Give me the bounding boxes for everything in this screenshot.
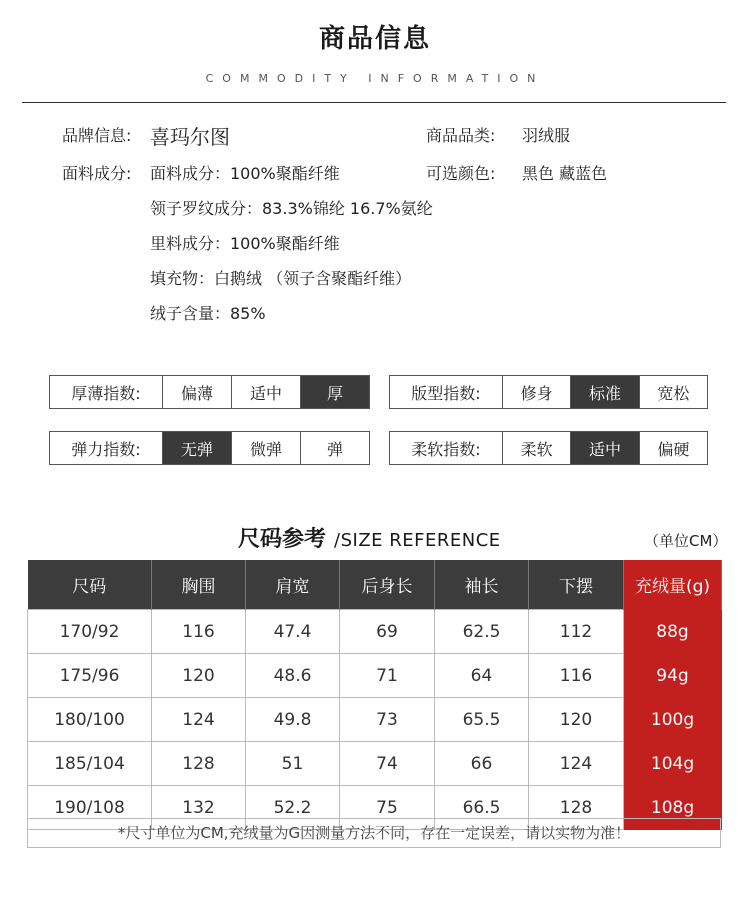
category-value: 羽绒服: [522, 126, 571, 145]
spec-thickness: [49, 375, 370, 409]
size-table: [27, 560, 722, 830]
table-cell: 120: [529, 698, 624, 742]
fabric-line: 领子罗纹成分：83.3%锦纶 16.7%氨纶: [150, 199, 433, 218]
table-cell: 47.4: [246, 610, 340, 654]
spec-label: 厚薄指数:: [50, 376, 163, 408]
table-cell: 128: [529, 786, 624, 830]
table-cell: 116: [529, 654, 624, 698]
size-title-en: /SIZE REFERENCE: [334, 530, 501, 551]
table-cell: 124: [529, 742, 624, 786]
spec-option: 弹: [326, 439, 343, 459]
table-cell: 128: [152, 742, 246, 786]
spec-label: 柔软指数:: [390, 432, 503, 464]
page-subtitle: COMMODITY INFORMATION: [205, 72, 545, 85]
color-value: 黑色 藏蓝色: [522, 164, 608, 183]
table-cell: 65.5: [435, 698, 529, 742]
table-cell: 104g: [624, 742, 722, 786]
column-header: 下摆: [529, 560, 624, 610]
table-cell: 108g: [624, 786, 722, 830]
spec-option: 宽松: [657, 383, 690, 403]
column-header: 尺码: [28, 560, 152, 610]
size-reference-title: [238, 522, 501, 553]
brand-value: 喜玛尔图: [150, 125, 230, 149]
spec-option-selected: 厚: [301, 376, 369, 408]
table-row: [28, 742, 722, 786]
table-cell: 116: [152, 610, 246, 654]
table-cell: 74: [340, 742, 435, 786]
spec-option: 柔软: [503, 432, 571, 464]
table-cell: 69: [340, 610, 435, 654]
table-cell: 66: [435, 742, 529, 786]
spec-option: 偏薄: [163, 376, 232, 408]
table-cell: 66.5: [435, 786, 529, 830]
table-cell: 100g: [624, 698, 722, 742]
column-header: 肩宽: [246, 560, 340, 610]
table-cell: 124: [152, 698, 246, 742]
spec-option: 修身: [503, 376, 571, 408]
table-cell: 185/104: [28, 742, 152, 786]
category-label: 商品品类:: [426, 126, 496, 145]
table-cell: 175/96: [28, 654, 152, 698]
spec-option: 适中: [232, 376, 301, 408]
color-label: 可选颜色:: [426, 164, 496, 183]
fabric-line: 面料成分：100%聚酯纤维: [150, 164, 340, 183]
measurement-note: *尺寸单位为CM,充绒量为G因测量方法不同，存在一定误差，请以实物为准！: [27, 818, 721, 848]
spec-option: 微弹: [232, 432, 301, 464]
spec-label: 弹力指数:: [50, 432, 163, 464]
column-header: 袖长: [435, 560, 529, 610]
table-row: [28, 698, 722, 742]
table-cell: 52.2: [246, 786, 340, 830]
spec-option-selected: 标准: [571, 376, 639, 408]
table-cell: 48.6: [246, 654, 340, 698]
table-cell: 62.5: [435, 610, 529, 654]
column-header: 充绒量(g): [624, 560, 722, 610]
table-cell: 73: [340, 698, 435, 742]
spec-fit: [389, 375, 708, 409]
size-title-cn: 尺码参考: [238, 527, 327, 552]
divider: [22, 102, 726, 103]
table-cell: 120: [152, 654, 246, 698]
column-header: 后身长: [340, 560, 435, 610]
fabric-line: 填充物：白鹅绒 （领子含聚酯纤维）: [150, 269, 412, 288]
table-row: [28, 610, 722, 654]
spec-option: 偏硬: [657, 439, 690, 459]
brand-label: 品牌信息:: [62, 126, 132, 145]
spec-elasticity: [49, 431, 370, 465]
table-cell: 170/92: [28, 610, 152, 654]
fabric-line: 里料成分：100%聚酯纤维: [150, 234, 340, 253]
spec-option-selected: 适中: [571, 432, 639, 464]
table-cell: 180/100: [28, 698, 152, 742]
spec-label: 版型指数:: [390, 376, 503, 408]
table-cell: 112: [529, 610, 624, 654]
table-cell: 88g: [624, 610, 722, 654]
unit-note: （单位CM）: [644, 532, 728, 550]
column-header: 胸围: [152, 560, 246, 610]
table-cell: 64: [435, 654, 529, 698]
table-cell: 132: [152, 786, 246, 830]
table-header-row: [28, 560, 722, 610]
spec-softness: [389, 431, 708, 465]
table-cell: 71: [340, 654, 435, 698]
table-cell: 75: [340, 786, 435, 830]
table-cell: 51: [246, 742, 340, 786]
spec-option-selected: 无弹: [163, 432, 232, 464]
table-cell: 49.8: [246, 698, 340, 742]
page-title: 商品信息: [318, 24, 431, 54]
fabric-label: 面料成分:: [62, 164, 132, 183]
fabric-line: 绒子含量：85%: [150, 304, 266, 323]
table-cell: 94g: [624, 654, 722, 698]
table-row: [28, 654, 722, 698]
table-cell: 190/108: [28, 786, 152, 830]
